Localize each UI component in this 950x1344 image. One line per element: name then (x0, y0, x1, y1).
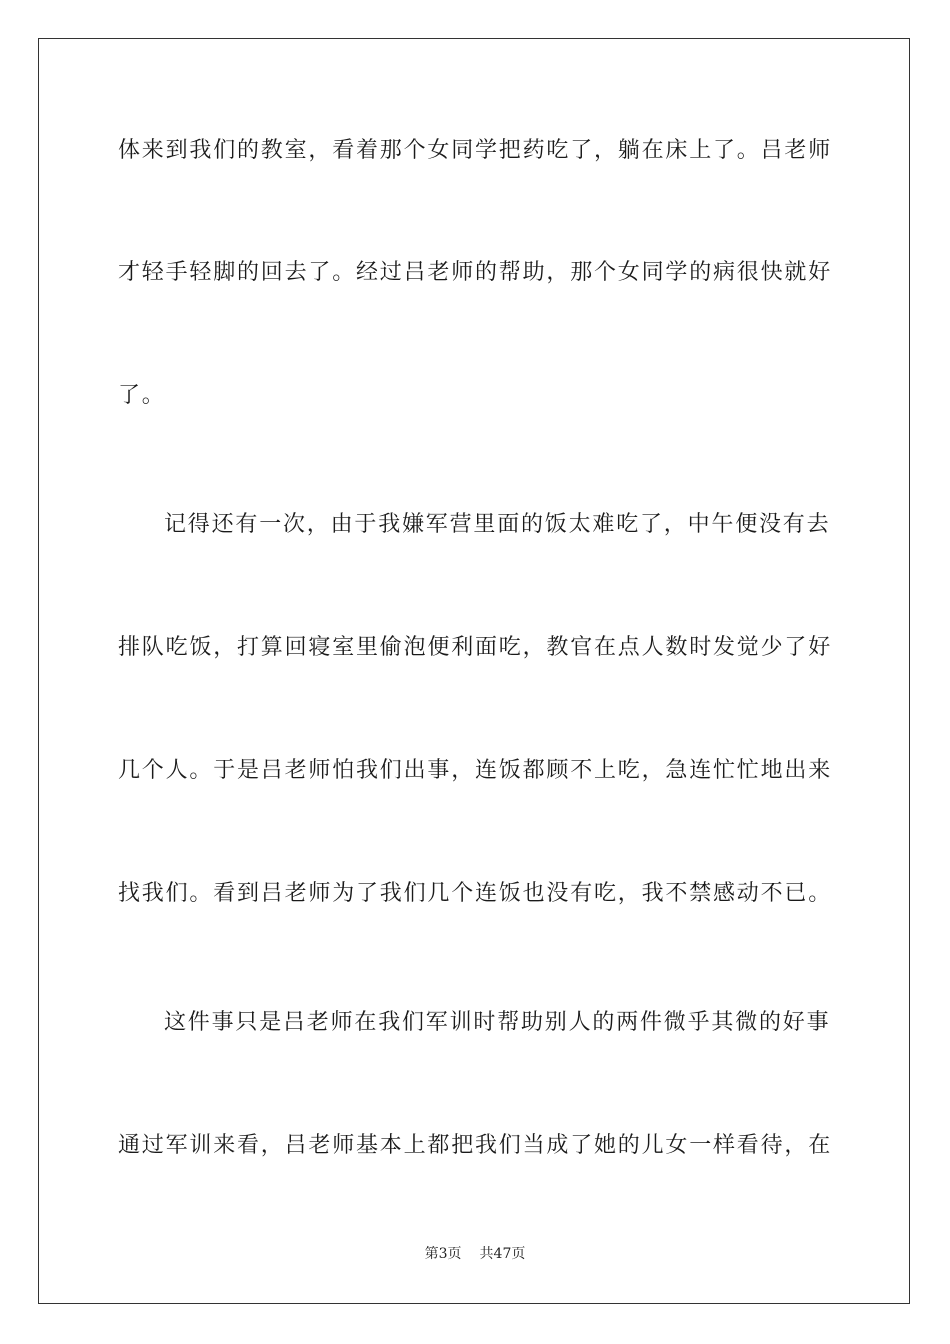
page-footer (0, 1244, 950, 1264)
text-line: 排队吃饭，打算回寝室里偷泡便利面吃，教官在点人数时发觉少了好 (118, 635, 833, 660)
text-line: 几个人。于是吕老师怕我们出事，连饭都顾不上吃，急连忙忙地出来 (118, 758, 833, 783)
text-line: 体来到我们的教室，看着那个女同学把药吃了，躺在床上了。吕老师 (118, 138, 833, 163)
paragraph-start-line: 这件事只是吕老师在我们军训时帮助别人的两件微乎其微的好事 (164, 1010, 831, 1035)
page-border (38, 38, 910, 1304)
text-line: 通过军训来看，吕老师基本上都把我们当成了她的儿女一样看待，在 (118, 1133, 833, 1158)
text-line: 才轻手轻脚的回去了。经过吕老师的帮助，那个女同学的病很快就好 (118, 260, 833, 285)
text-line: 找我们。看到吕老师为了我们几个连饭也没有吃，我不禁感动不已。 (118, 881, 833, 906)
page-total: 共47页 (479, 1246, 526, 1262)
paragraph-start-line: 记得还有一次，由于我嫌军营里面的饭太难吃了，中午便没有去 (164, 512, 831, 537)
page-number: 第3页 (424, 1246, 462, 1262)
text-line: 了。 (118, 383, 166, 408)
